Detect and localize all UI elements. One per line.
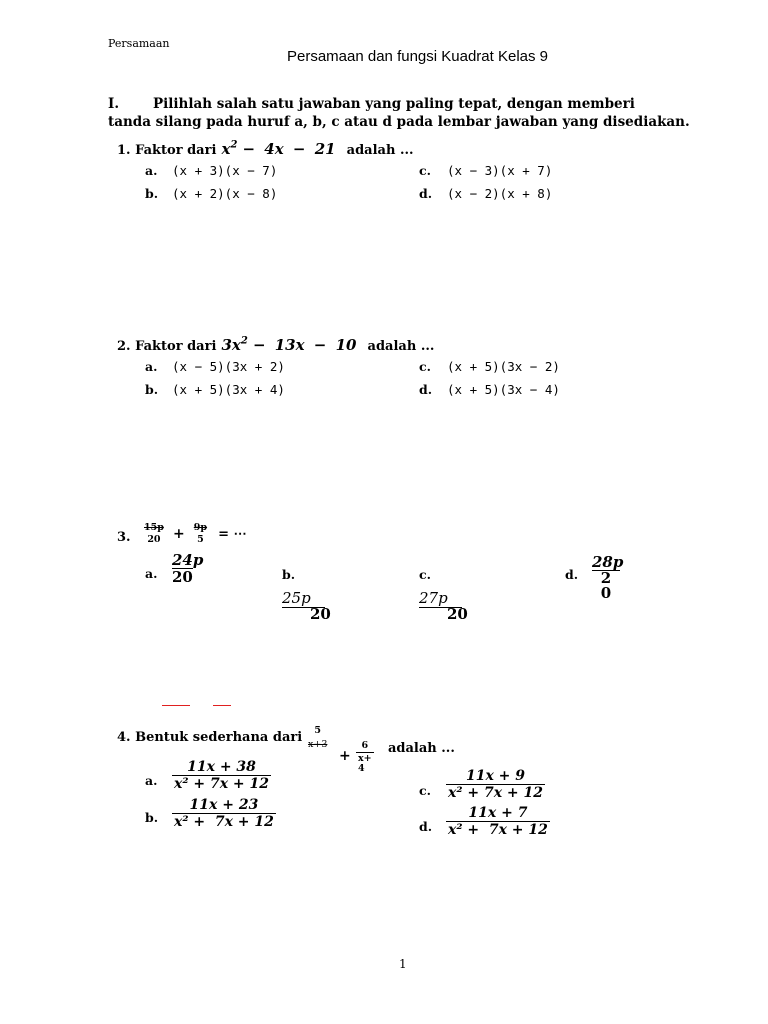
question-4-suffix: adalah ... [388, 741, 455, 756]
q3-option-a-fraction [172, 552, 203, 585]
q3-option-d-den-bot: 0 [600, 584, 612, 602]
question-2-expr-x: 3x [221, 336, 241, 354]
q4-fraction-2 [356, 741, 374, 774]
q3-option-d-num: 28p [592, 553, 624, 571]
q4-fraction-1-den: x+3 [308, 738, 328, 750]
red-mark-1 [162, 705, 190, 706]
q1-option-d-label[interactable]: d. [419, 186, 433, 201]
instruction-line-2: tanda silang pada huruf a, b, c atau d pada lembar jawaban yang disediakan. [108, 114, 690, 130]
q3-option-b-label[interactable]: b. [282, 567, 296, 582]
q3-option-c-den: 20 [447, 605, 468, 623]
q4-option-d-fraction [446, 806, 550, 837]
question-2-expr-rest: − 13x − 10 [252, 336, 357, 354]
q2-option-b-label[interactable]: b. [145, 382, 159, 397]
q3-option-d-den-top: 2 [592, 570, 620, 586]
question-3-number: 3. [117, 530, 131, 545]
q2-option-b-text: (x + 5)(3x + 4) [172, 382, 285, 397]
q3-option-d-label[interactable]: d. [565, 567, 579, 582]
q3-option-b-fraction [282, 590, 331, 622]
q1-option-b-text: (x + 2)(x − 8) [172, 186, 278, 201]
q4-option-b-num: 11x + 23 [172, 798, 276, 814]
q3-option-a-den: 20 [172, 568, 193, 586]
question-1-suffix: adalah ... [346, 143, 414, 158]
question-1-expr-x: x [221, 140, 231, 158]
question-2-prefix: 2. Faktor dari [117, 339, 217, 354]
question-2-suffix: adalah ... [367, 339, 435, 354]
instruction-line-1: Pilihlah salah satu jawaban yang paling tepat, dengan memberi [153, 96, 635, 112]
q4-option-d-den: x² + 7x + 12 [448, 822, 548, 838]
q4-option-d-label[interactable]: d. [419, 819, 433, 834]
q2-option-c-text: (x + 5)(3x − 2) [447, 359, 560, 374]
q1-option-d-text: (x − 2)(x + 8) [447, 186, 553, 201]
q4-option-a-num: 11x + 38 [172, 760, 271, 776]
question-1-expr-exp: 2 [230, 139, 238, 151]
question-1-prefix: 1. Faktor dari [117, 143, 217, 158]
q4-option-a-fraction [172, 760, 271, 791]
q4-plus: + [339, 748, 351, 764]
header-left-label: Persamaan [108, 37, 170, 50]
q4-option-a-den: x² + 7x + 12 [174, 776, 270, 792]
q4-option-b-label[interactable]: b. [145, 810, 159, 825]
q4-fraction-2-num: 6 [356, 741, 374, 753]
q2-option-d-label[interactable]: d. [419, 382, 433, 397]
question-2-expr-exp: 2 [240, 335, 248, 347]
q1-option-b-label[interactable]: b. [145, 186, 159, 201]
q1-option-c-text: (x − 3)(x + 7) [447, 163, 553, 178]
question-3-expression [142, 523, 247, 544]
q3-option-a-num: 24p [172, 551, 204, 569]
q1-option-c-label[interactable]: c. [419, 163, 431, 178]
q3-option-b-den: 20 [310, 605, 331, 623]
q3-fraction-1-den: 20 [147, 533, 161, 545]
q4-fraction-2-den-bot: 4 [358, 763, 365, 774]
question-4-prefix: 4. Bentuk sederhana dari [117, 730, 303, 745]
question-2 [117, 335, 434, 354]
q4-fraction-1 [306, 726, 329, 749]
q3-fraction-2-den: 5 [197, 533, 204, 545]
q3-option-c-num: 27p [419, 589, 462, 608]
q2-option-d-text: (x + 5)(3x − 4) [447, 382, 560, 397]
q4-option-c-label[interactable]: c. [419, 783, 431, 798]
q3-option-c-fraction [419, 590, 468, 622]
q3-fraction-1 [142, 523, 166, 544]
q2-option-c-label[interactable]: c. [419, 359, 431, 374]
page-title: Persamaan dan fungsi Kuadrat Kelas 9 [287, 48, 548, 65]
q4-option-d-num: 11x + 7 [446, 806, 550, 822]
q4-fraction-2-den-top: x+ [358, 752, 372, 764]
page-number: 1 [399, 957, 407, 971]
q3-fraction-2-num: 9p [193, 522, 208, 533]
q3-fraction-1-num: 15p [144, 522, 164, 533]
q4-option-b-fraction [172, 798, 276, 829]
q4-option-c-fraction [446, 769, 545, 800]
q3-option-d-fraction [592, 555, 623, 601]
q3-plus: + [172, 526, 185, 542]
question-1 [117, 139, 414, 158]
q2-option-a-label[interactable]: a. [145, 359, 158, 374]
q4-option-b-den: x² + 7x + 12 [174, 814, 274, 830]
q1-option-a-text: (x + 3)(x − 7) [172, 163, 278, 178]
q4-option-c-den: x² + 7x + 12 [448, 785, 544, 801]
q3-fraction-2 [192, 523, 209, 544]
red-mark-2 [213, 705, 231, 706]
question-4-expression [306, 726, 329, 749]
q3-option-c-label[interactable]: c. [419, 567, 431, 582]
q4-option-a-label[interactable]: a. [145, 773, 158, 788]
q4-option-c-num: 11x + 9 [446, 769, 545, 785]
q2-option-a-text: (x − 5)(3x + 2) [172, 359, 285, 374]
q4-fraction-1-num: 5 [314, 725, 321, 736]
q1-option-a-label[interactable]: a. [145, 163, 158, 178]
q3-option-b-num: 25p [282, 589, 325, 608]
question-1-expr-rest: − 4x − 21 [242, 140, 336, 158]
q3-option-a-label[interactable]: a. [145, 566, 158, 581]
section-number: I. [108, 96, 120, 112]
q3-equals: = ⋯ [218, 527, 247, 542]
